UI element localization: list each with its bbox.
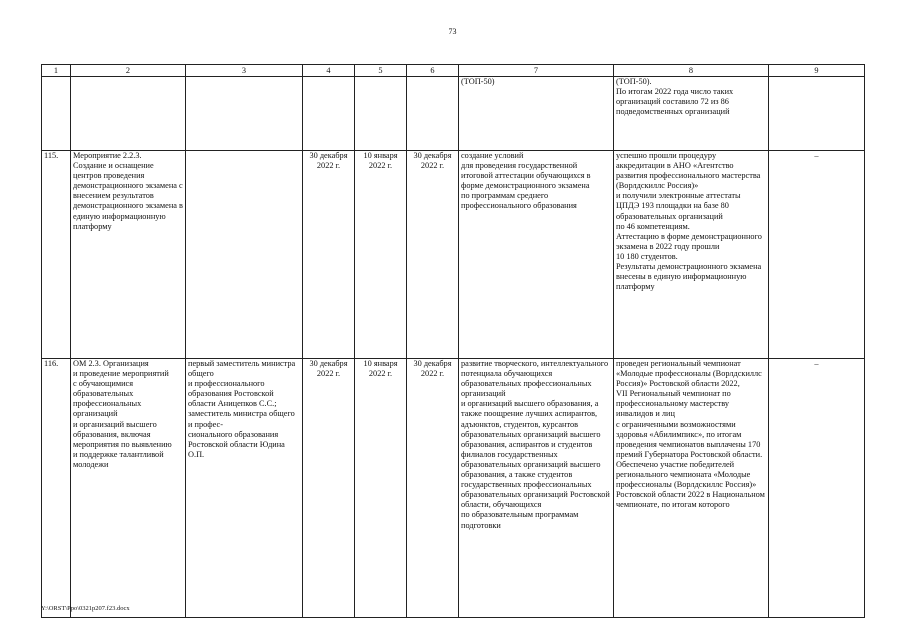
column-header: 7 — [459, 65, 614, 77]
responsible-cell — [186, 77, 303, 151]
column-header: 4 — [303, 65, 355, 77]
expected-result-cell: развитие творческого, интеллектуального потенциала обучающихся образовательных профессиональных организаций и организаций высшего образования, а также поощрение лучших аспирантов, адъюнктов, студентов, курсантов образовательных организаций высшего образования, аспирантов и студентов филиалов государственных образовательных организаций высшего образования, а также студентов государственных профессиональных образовательных организаций Ростовской области, обучающихся по образовательным программам подготовки — [459, 359, 614, 618]
table-row — [42, 359, 865, 618]
row-number: 115. — [42, 151, 71, 359]
note-cell — [769, 77, 865, 151]
note-cell: – — [769, 359, 865, 618]
end-date-cell: 30 декабря 2022 г. — [407, 151, 459, 359]
row-number: 116. — [42, 359, 71, 618]
end-date-cell: 30 декабря 2022 г. — [407, 359, 459, 618]
page-number: 73 — [448, 27, 457, 36]
note-cell: – — [769, 151, 865, 359]
column-header: 3 — [186, 65, 303, 77]
plan-date-cell: 30 декабря 2022 г. — [303, 151, 355, 359]
event-cell — [71, 77, 186, 151]
report-table — [41, 64, 865, 618]
column-header: 1 — [42, 65, 71, 77]
column-header: 8 — [614, 65, 769, 77]
expected-result-cell: (ТОП-50) — [459, 77, 614, 151]
actual-result-cell: успешно прошли процедуру аккредитации в АНО «Агентство развития профессионального мастерства (Ворлдскиллс Россия)» и получили электронные аттестаты ЦПДЭ 193 площадки на базе 80 образовательных организаций по 46 компетенциям. Аттестацию в форме демонстрационного экзамена в 2022 году прошли 10 180 студентов. Результаты демонстрационного экзамена внесены в единую информационную платформу — [614, 151, 769, 359]
column-header-row — [42, 65, 865, 77]
responsible-cell: первый заместитель министра общего и профессионального образования Ростовской области Аницепков С.С.; заместитель министра общего и профес- сионального образования Ростовской области Юдина О.П. — [186, 359, 303, 618]
start-date-cell: 10 января 2022 г. — [355, 359, 407, 618]
event-cell: ОМ 2.3. Организация и проведение мероприятий с обучающимися образовательных профессиональных организаций и организаций высшего образования, включая мероприятия по выявлению и поддержке талантливой молодежи — [71, 359, 186, 618]
responsible-cell — [186, 151, 303, 359]
document-file-path: Y:\ORST\Ppo\0321p207.f23.docx — [41, 605, 130, 612]
actual-result-cell: (ТОП-50). По итогам 2022 года число таких организаций составило 72 из 86 подведомственных организаций — [614, 77, 769, 151]
start-date-cell — [355, 77, 407, 151]
column-header: 9 — [769, 65, 865, 77]
event-cell: Мероприятие 2.2.3. Создание и оснащение центров проведения демонстрационного экзамена с внесением результатов демонстрационного экзамена в единую информационную платформу — [71, 151, 186, 359]
column-header: 6 — [407, 65, 459, 77]
plan-date-cell: 30 декабря 2022 г. — [303, 359, 355, 618]
end-date-cell — [407, 77, 459, 151]
start-date-cell: 10 января 2022 г. — [355, 151, 407, 359]
expected-result-cell: создание условий для проведения государственной итоговой аттестации обучающихся в форме демонстрационного экзамена по программам среднего профессионального образования — [459, 151, 614, 359]
row-number — [42, 77, 71, 151]
table-row — [42, 77, 865, 151]
actual-result-cell: проведен региональный чемпионат «Молодые профессионалы (Ворлдскиллс Россия)» Ростовской области 2022, VII Региональный чемпионат по профессиональному мастерству инвалидов и лиц с ограниченными возможностями здоровья «Абилимпикс», по итогам проведения чемпионатов выплачены 170 премий Губернатора Ростовской области. Обеспечено участие победителей регионального чемпионата «Молодые профессионалы (Ворлдскиллс Россия)» Ростовской области 2022 в Национальном чемпионате, по итогам которого — [614, 359, 769, 618]
table-row — [42, 151, 865, 359]
column-header: 5 — [355, 65, 407, 77]
plan-date-cell — [303, 77, 355, 151]
column-header: 2 — [71, 65, 186, 77]
